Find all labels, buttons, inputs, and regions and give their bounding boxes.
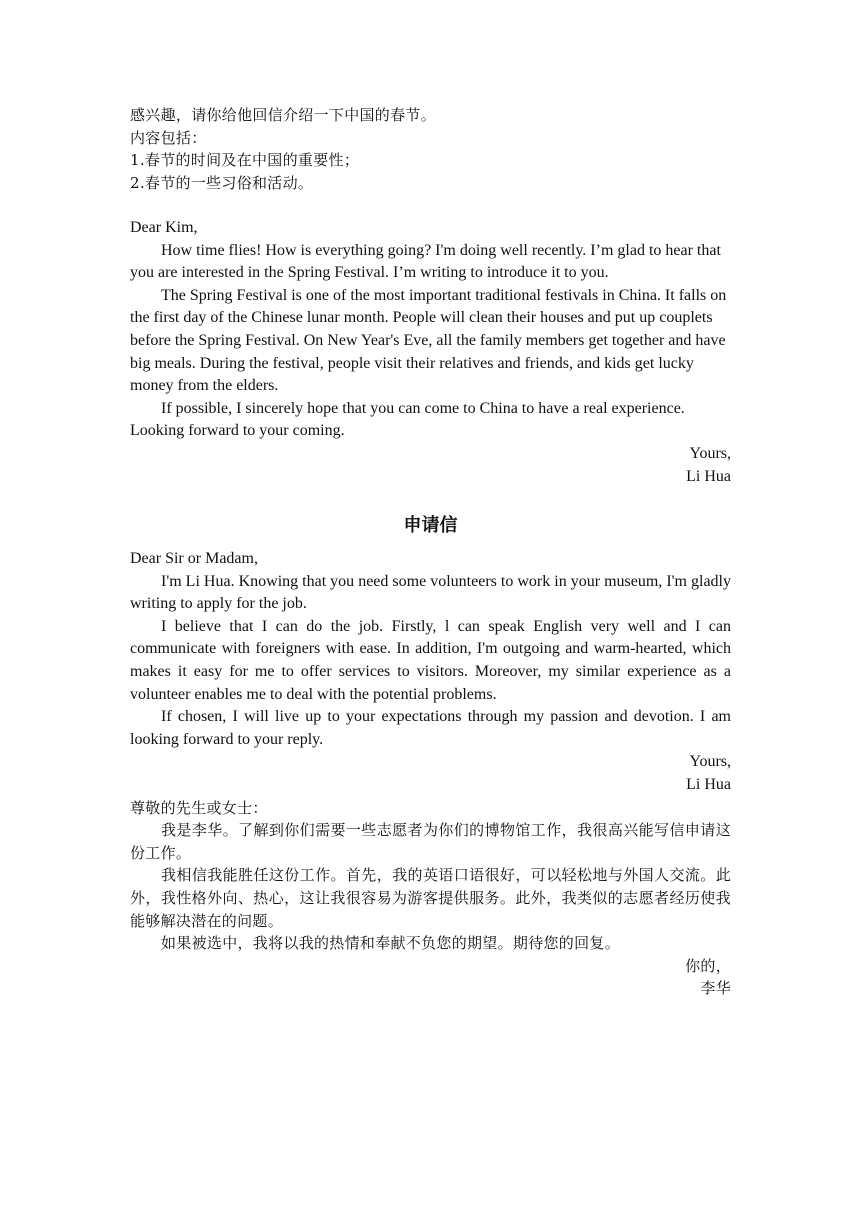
letter1-paragraph-3: If possible, I sincerely hope that you can come to China to have a real experience. Looking forward to your coming. [130, 399, 685, 440]
letter2-salutation: Dear Sir or Madam, [130, 550, 258, 568]
letter2-paragraph-2: I believe that I can do the job. Firstly, l can speak English very well and I can communicate with foreigners with ease. In addition, I'm outgoing and warm-hearted, which makes it easy for me to offer services to visitors. Moreover, my similar experience as a volunteer enables me to deal with the potential problems. [130, 617, 731, 703]
letter2-cn-salutation: 尊敬的先生或女士： [130, 798, 268, 817]
letter1-paragraph-2: The Spring Festival is one of the most important traditional festivals in China. It falls on the first day of the Chinese lunar month. People will clean their houses and put up couplets before the Spring Festival. On New Year's Eve, all the family members get together and have big meals. During the festival, people visit their relatives and friends, and kids get lucky money from the elders. [130, 286, 727, 395]
prompt-content-label: 内容包括： [130, 128, 207, 147]
letter1-paragraph-1: How time flies! How is everything going? I'm doing well recently. I’m glad to hear that you are interested in the Spring Festival. I’m writing to introduce it to you. [130, 241, 721, 282]
letter2-cn-closing: 你的， [685, 956, 731, 975]
letter1-salutation: Dear Kim, [130, 218, 198, 236]
letter2-closing: Yours, [689, 753, 731, 771]
prompt-item-2: 2.春节的一些习俗和活动。 [130, 173, 314, 192]
letter1-closing: Yours, [689, 444, 731, 462]
letter2-cn-signature: 李华 [700, 979, 731, 998]
letter2-cn-paragraph-3: 如果被选中，我将以我的热情和奉献不负您的期望。期待您的回复。 [161, 934, 621, 953]
letter2-paragraph-3: If chosen, I will live up to your expectations through my passion and devotion. I am looking forward to your reply. [130, 708, 731, 748]
section-title: 申请信 [403, 515, 458, 537]
letter2-paragraph-1: I'm Li Hua. Knowing that you need some volunteers to work in your museum, I'm gladly writing to apply for the job. [130, 572, 731, 613]
chinese-translation [130, 797, 731, 1000]
prompt-intro: 感兴趣，请你给他回信介绍一下中国的春节。 [130, 106, 437, 124]
letter2-signature: Li Hua [686, 776, 731, 794]
spacer [130, 194, 731, 217]
document-page [130, 104, 731, 1000]
letter2-cn-paragraph-1: 我是李华。了解到你们需要一些志愿者为你们的博物馆工作，我很高兴能写信申请这份工作。 [130, 821, 731, 862]
prompt-item-1: 1.春节的时间及在中国的重要性； [130, 151, 360, 170]
letter2-cn-paragraph-2: 我相信我能胜任这份工作。首先，我的英语口语很好，可以轻松地与外国人交流。此外，我性格外向、热心，这让我很容易为游客提供服务。此外，我类似的志愿者经历使我能够解决潜在的问题。 [130, 866, 731, 930]
letter1-signature: Li Hua [686, 467, 731, 485]
